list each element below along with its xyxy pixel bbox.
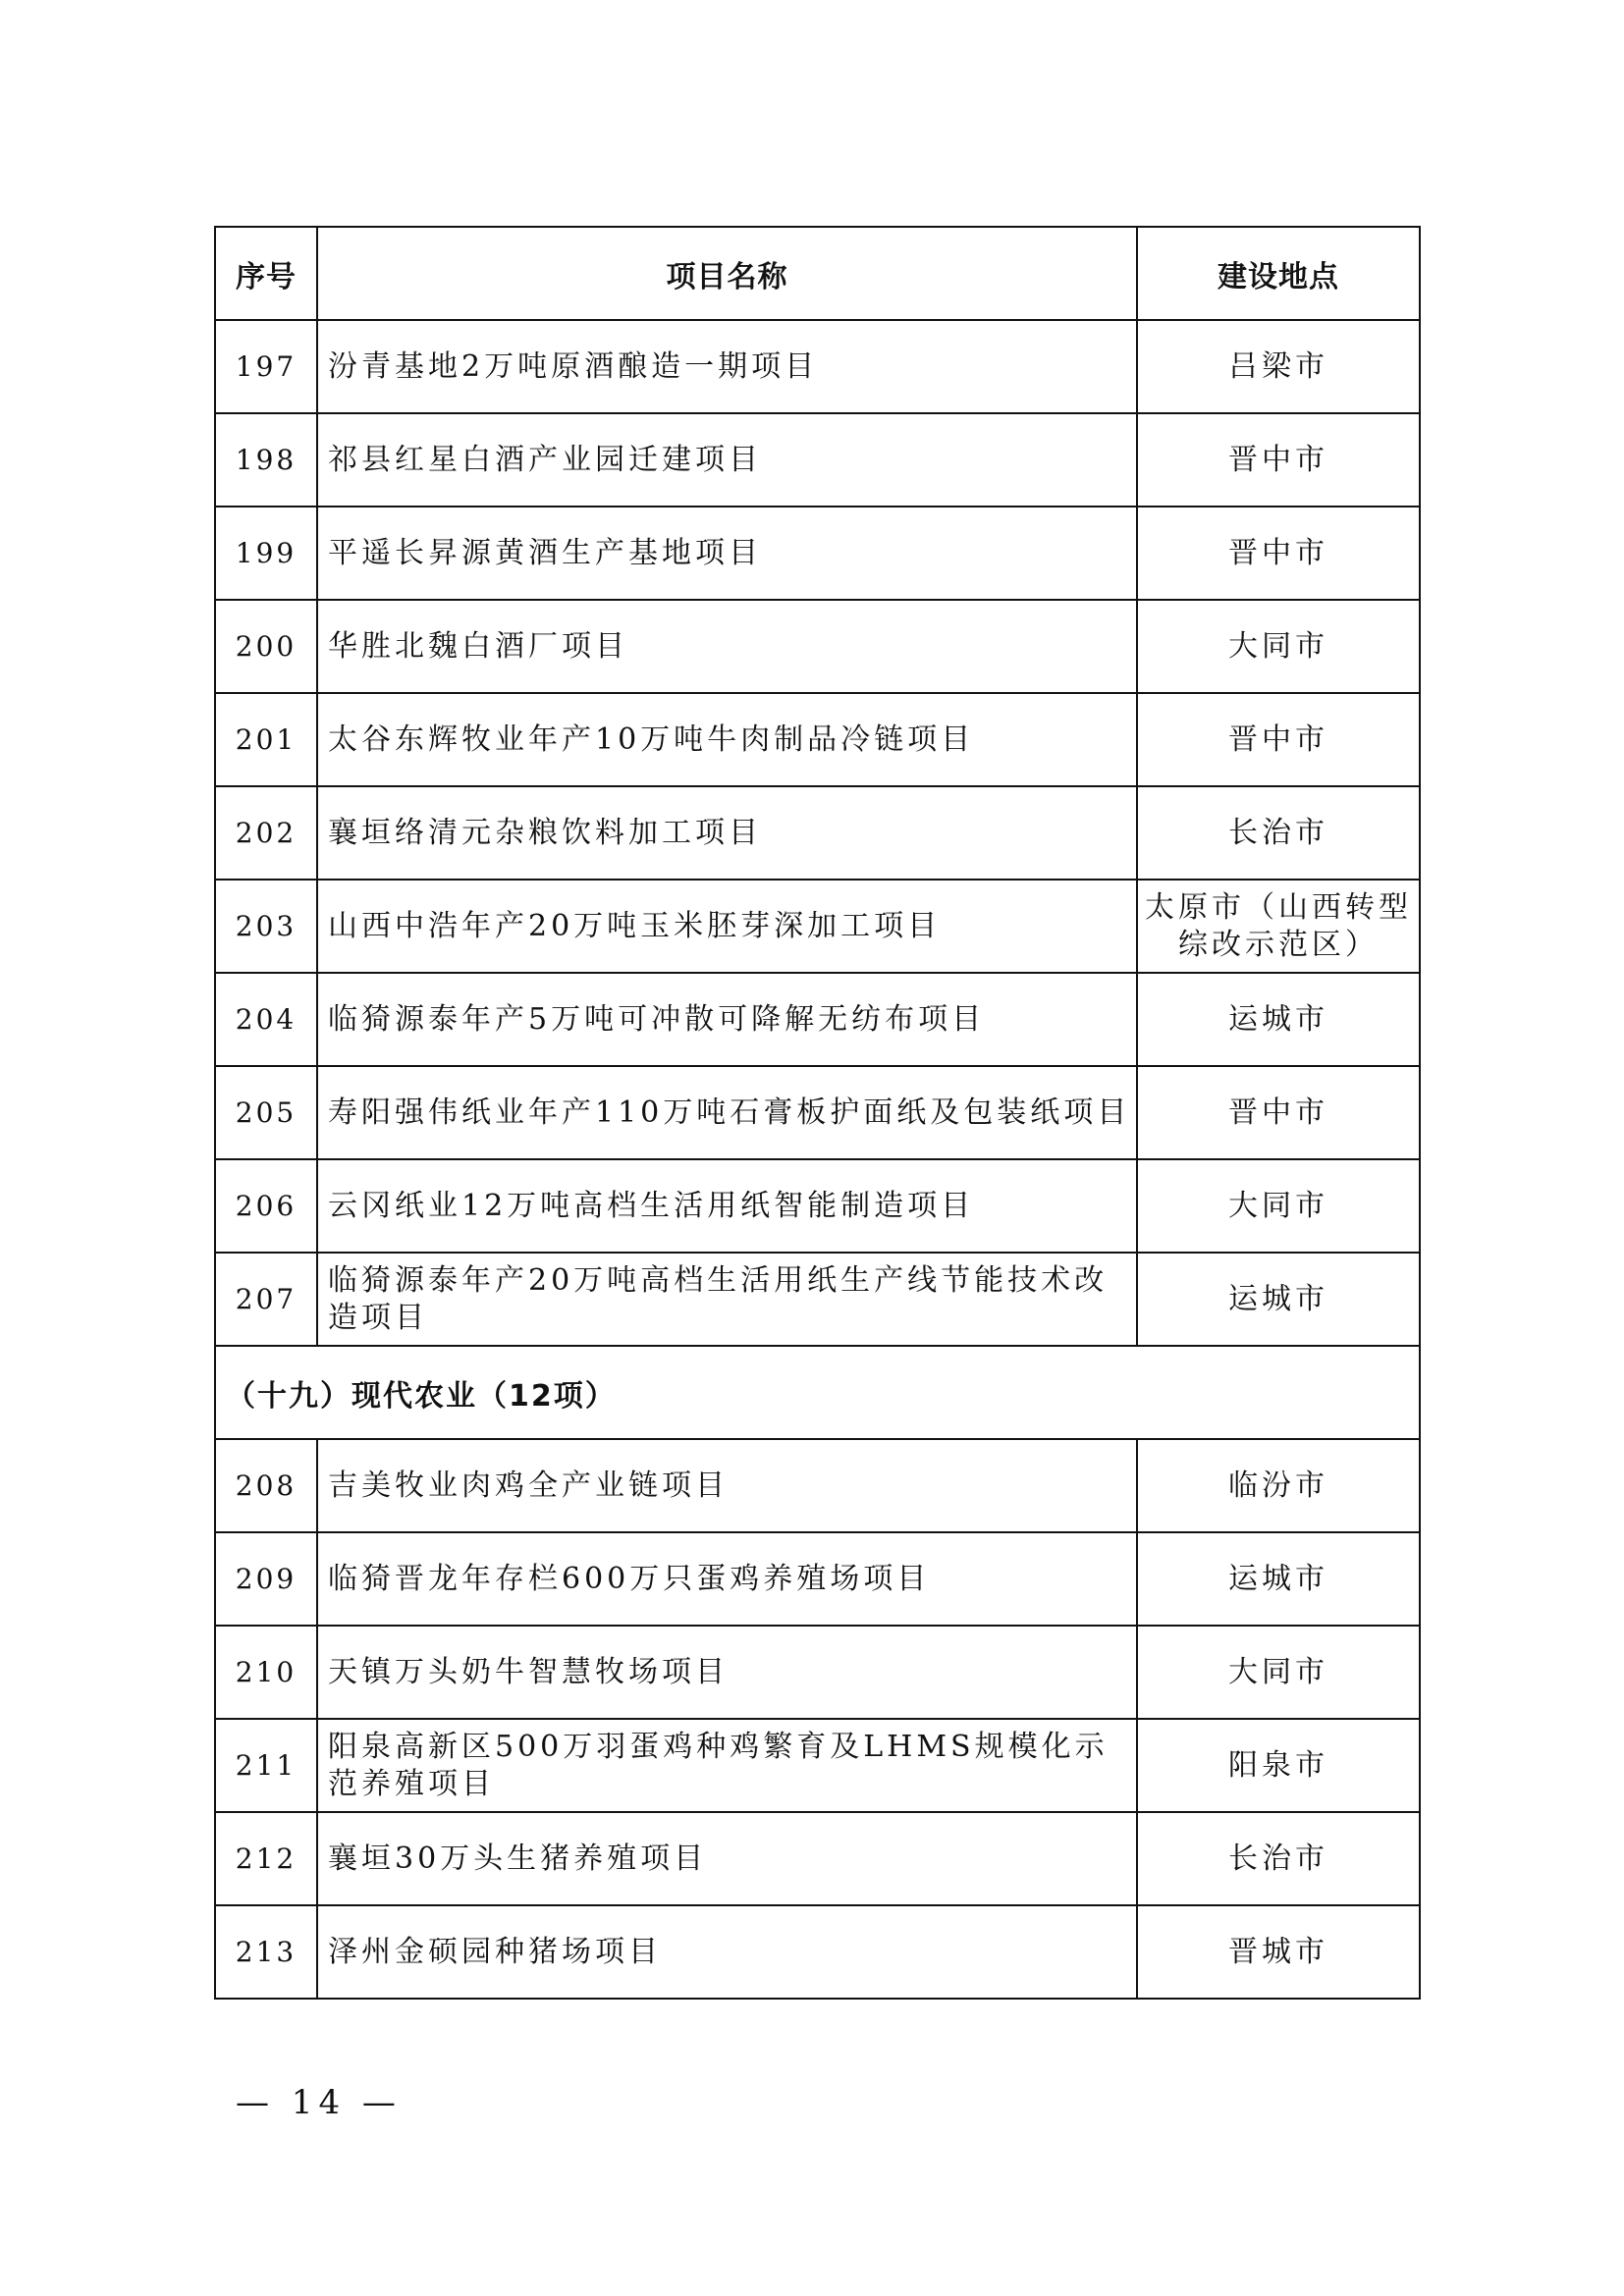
row-project-name: 山西中浩年产20万吨玉米胚芽深加工项目: [317, 880, 1137, 973]
table-row: [215, 786, 1420, 880]
row-project-name: 天镇万头奶牛智慧牧场项目: [317, 1626, 1137, 1719]
row-project-name: 阳泉高新区500万羽蛋鸡种鸡繁育及LHMS规模化示范养殖项目: [317, 1719, 1137, 1812]
table-row: [215, 320, 1420, 413]
row-location: 晋城市: [1137, 1905, 1420, 1999]
table-row: [215, 507, 1420, 600]
row-location: 长治市: [1137, 1812, 1420, 1905]
row-project-name: 平遥长昇源黄酒生产基地项目: [317, 507, 1137, 600]
row-seq: 204: [215, 973, 317, 1066]
row-seq: 199: [215, 507, 317, 600]
row-seq: 200: [215, 600, 317, 693]
row-location: 吕梁市: [1137, 320, 1420, 413]
row-project-name: 临猗晋龙年存栏600万只蛋鸡养殖场项目: [317, 1532, 1137, 1626]
table-row: [215, 880, 1420, 973]
table-row: [215, 1066, 1420, 1159]
row-seq: 197: [215, 320, 317, 413]
table-row: [215, 1812, 1420, 1905]
row-project-name: 临猗源泰年产5万吨可冲散可降解无纺布项目: [317, 973, 1137, 1066]
table-row: [215, 1439, 1420, 1532]
row-seq: 208: [215, 1439, 317, 1532]
header-name: 项目名称: [317, 227, 1137, 320]
row-seq: 202: [215, 786, 317, 880]
row-project-name: 祁县红星白酒产业园迁建项目: [317, 413, 1137, 507]
table-row: [215, 1159, 1420, 1253]
row-project-name: 襄垣络清元杂粮饮料加工项目: [317, 786, 1137, 880]
row-seq: 206: [215, 1159, 317, 1253]
section-row: [215, 1346, 1420, 1439]
row-location: 大同市: [1137, 600, 1420, 693]
row-project-name: 泽州金硕园种猪场项目: [317, 1905, 1137, 1999]
row-project-name: 云冈纸业12万吨高档生活用纸智能制造项目: [317, 1159, 1137, 1253]
row-seq: 212: [215, 1812, 317, 1905]
row-location: 运城市: [1137, 1253, 1420, 1346]
row-location: 运城市: [1137, 1532, 1420, 1626]
row-seq: 211: [215, 1719, 317, 1812]
row-location: 大同市: [1137, 1626, 1420, 1719]
row-location: 晋中市: [1137, 507, 1420, 600]
row-seq: 213: [215, 1905, 317, 1999]
table-row: [215, 973, 1420, 1066]
row-seq: 203: [215, 880, 317, 973]
table-row: [215, 1253, 1420, 1346]
row-seq: 210: [215, 1626, 317, 1719]
table-header-row: [215, 227, 1420, 320]
row-seq: 209: [215, 1532, 317, 1626]
row-project-name: 太谷东辉牧业年产10万吨牛肉制品冷链项目: [317, 693, 1137, 786]
row-project-name: 华胜北魏白酒厂项目: [317, 600, 1137, 693]
header-location: 建设地点: [1137, 227, 1420, 320]
row-seq: 201: [215, 693, 317, 786]
page-number: — 14 —: [236, 2083, 402, 2122]
row-project-name: 寿阳强伟纸业年产110万吨石膏板护面纸及包装纸项目: [317, 1066, 1137, 1159]
row-location: 大同市: [1137, 1159, 1420, 1253]
table-row: [215, 1905, 1420, 1999]
row-location: 晋中市: [1137, 413, 1420, 507]
row-seq: 207: [215, 1253, 317, 1346]
row-location: 长治市: [1137, 786, 1420, 880]
projects-table: [214, 226, 1421, 2000]
row-project-name: 临猗源泰年产20万吨高档生活用纸生产线节能技术改造项目: [317, 1253, 1137, 1346]
row-location: 晋中市: [1137, 1066, 1420, 1159]
row-location: 运城市: [1137, 973, 1420, 1066]
row-location: 阳泉市: [1137, 1719, 1420, 1812]
row-project-name: 吉美牧业肉鸡全产业链项目: [317, 1439, 1137, 1532]
row-project-name: 汾青基地2万吨原酒酿造一期项目: [317, 320, 1137, 413]
row-location: 临汾市: [1137, 1439, 1420, 1532]
row-location: 晋中市: [1137, 693, 1420, 786]
table-row: [215, 413, 1420, 507]
row-project-name: 襄垣30万头生猪养殖项目: [317, 1812, 1137, 1905]
table-row: [215, 693, 1420, 786]
header-seq: 序号: [215, 227, 317, 320]
table-row: [215, 600, 1420, 693]
table-row: [215, 1532, 1420, 1626]
table-row: [215, 1626, 1420, 1719]
table-row: [215, 1719, 1420, 1812]
row-seq: 198: [215, 413, 317, 507]
section-title: （十九）现代农业（12项）: [215, 1346, 1420, 1439]
row-location: 太原市（山西转型综改示范区）: [1137, 880, 1420, 973]
row-seq: 205: [215, 1066, 317, 1159]
